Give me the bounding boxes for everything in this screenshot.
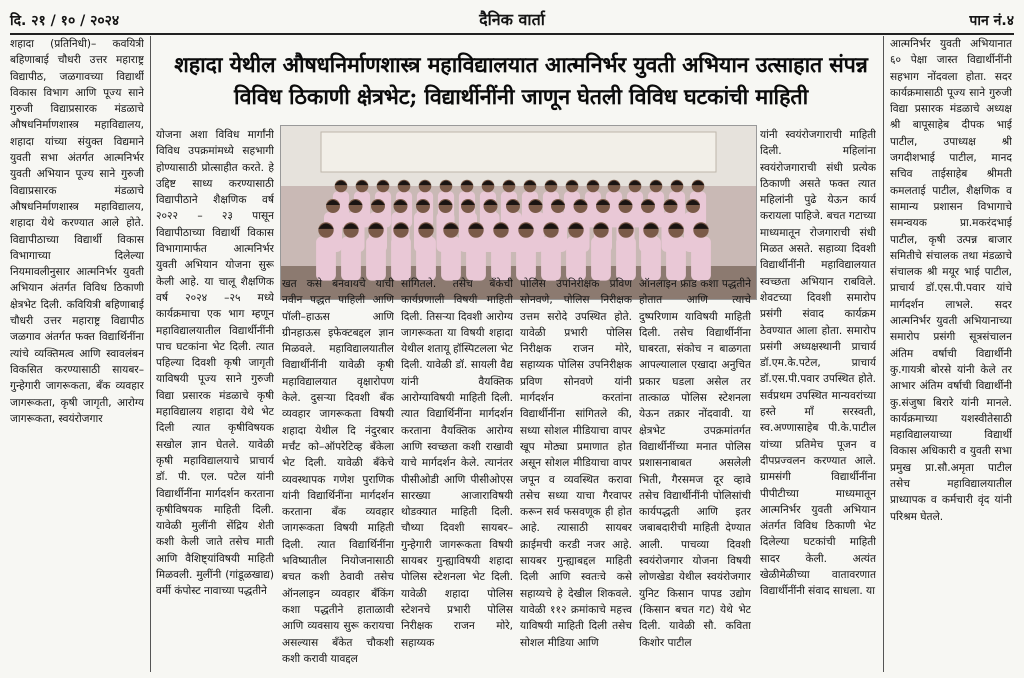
article-column-6	[639, 276, 751, 672]
newspaper-name: दैनिक वार्ता	[479, 10, 545, 29]
person-front-1-body	[341, 237, 361, 281]
person-front-10-body	[566, 237, 586, 281]
column-5-text: पोलिस उपनिरीक्षक प्रविण सोनवणे, पोलिस निरीक्षक उत्तम सरोदे उपस्थित होते. यावेळी प्रभारी पोलिस निरीक्षक राजन मोरे, सहाय्यक पोलिस उपनिरीक्षक प्रविण सोनवणे यांनी मार्गदर्शन करतांना विद्यार्थीनींना सांगितले की, सध्या सोशल मीडियाचा वापर खूप मोठ्या प्रमाणात होत असून सोशल मीडियाचा वापर जपून व व्यवस्थित करावा तसेच सध्या याचा गैरवापर करून सर्व फसवणूक ही होत आहे. त्यासाठी सायबर क्राईमची करडी नजर आहे. सायबर गुन्ह्याबद्दल माहिती दिली आणि स्वतःचे कसे सहाय्यचे हे देखील शिकवले. यावेळी ११२ क्रमांकाचे महत्त्व याविषयी माहिती दिली तसेच सोशल मीडिया आणि	[520, 278, 632, 649]
article-column-4	[401, 276, 513, 672]
article-column-1	[10, 36, 144, 672]
column-4-text: सांगितले. तसेच बँकेची कार्यप्रणाली विषयी माहिती दिली. तिसऱ्या दिवशी आरोग्य जागरूकता या विषयी शहादा येथील शतायू हॉस्पिटलला भेट दिली. यावेळी डॉ. सायली वैद्य यांनी वैयक्तिक आरोग्याविषयी माहिती दिली. त्यात विद्यार्थिनींना मार्गदर्शन करताना वैयक्तिक आरोग्य आणि स्वच्छता कशी राखावी याचे मार्गदर्शन केले. त्यानंतर पीसीओडी आणि पीसीओएस सारख्या आजाराविषयी थोडक्यात माहिती दिली. चौथ्या दिवशी सायबर–गुन्हेगारी जागरूकता विषयी सायबर गुन्ह्याविषयी शहादा पोलिस स्टेशनला भेट दिली. यावेळी शहादा पोलिस स्टेशनचे प्रभारी पोलिस निरीक्षक राजन मोरे, सहाय्यक	[401, 278, 513, 649]
issue-date: दि. २१ / १० / २०२४	[10, 13, 120, 29]
headline-line-1: शहादा येथील औषधनिर्माणशास्त्र महाविद्यालयात आत्मनिर्भर युवती अभियान उत्साहात संपन्न	[174, 53, 868, 78]
person-front-11-body	[591, 237, 611, 281]
column-divider	[150, 36, 151, 672]
person-front-9-body	[541, 237, 561, 281]
column-7-text: यांनी स्वयंरोजगाराची माहिती दिली. महिलांना स्वयंरोजगाराची संधी प्रत्येक ठिकाणी असते फक्त त्यात महिलांनी पुढे येऊन कार्य करायला पाहिजे. बचत गटाच्या माध्यमातून रोजगाराची संधी मिळत असते. सहाव्या दिवशी विद्यार्थीनींनी महाविद्यालयात स्वच्छता अभियान राबविले. शेवटच्या दिवशी समारोप प्रसंगी संवाद कार्यक्रम ठेवण्यात आला होता. समारोप प्रसंगी अध्यक्षस्थानी प्राचार्य डॉ.एम.के.पटेल, प्राचार्य डॉ.एस.पी.पवार उपस्थित होते. सर्वप्रथम उपस्थित मान्यवरांच्या हस्ते माँ सरस्वती, स्व.अण्णासाहेब पी.के.पाटील यांच्या प्रतिमेच पूजन व दीपप्रज्वलन करण्यात आले. ग्रामसंगी विद्यार्थीनींना पीपीटीच्या माध्यमातून आत्मनिर्भर युवती अभियान अंतर्गत विविध ठिकाणी भेट दिलेल्या घटकांची माहिती सादर केली. अत्यंत खेळीमेळीच्या वातावरणात विद्यार्थीनींनी संवाद साधला. या	[760, 129, 876, 598]
group-photo	[280, 125, 757, 300]
person-front-4-body	[416, 237, 436, 281]
article-headline	[157, 50, 885, 114]
article-column-7	[760, 127, 876, 672]
person-front-12-body	[616, 237, 636, 281]
person-front-8-body	[516, 237, 536, 281]
article-column-8	[890, 36, 1012, 672]
page-number: पान नं.४	[969, 13, 1014, 29]
person-front-14-body	[666, 237, 686, 281]
person-front-3-body	[391, 237, 411, 281]
person-front-7-body	[491, 237, 511, 281]
column-3-text: खत कसे बनवायचे याची नवीन पद्धत पाहिली आणि पॉली–हाऊस आणि ग्रीनहाऊस इफेक्टबद्दल ज्ञान मिळवले. महाविद्यालयातील विद्यार्थीनींनी यावेळी कृषी महाविद्यालयात वृक्षारोपण केले. दुसऱ्या दिवशी बँक व्यवहार जागरूकता विषयी शहादा येथील दि नंदुरबार मर्चंट को–ऑपरेटिव्ह बँकेला भेट दिली. यावेळी बँकेचे व्यवस्थापक गणेश पुराणिक यांनी विद्यार्थिनींना मार्गदर्शन करताना बँक व्यवहार जागरूकता विषयी माहिती दिली. त्यात विद्यार्थिनींना भविष्यातील नियोजनासाठी बचत कशी ठेवावी तसेच ऑनलाइन व्यवहार बँकिंग कशा पद्धतीने हाताळावी आणि व्यवसाय सुरू करायचा असल्यास बँकेत चौकशी कशी करावी यावद्दल	[282, 278, 394, 665]
person-front-6-body	[466, 237, 486, 281]
article-column-3	[282, 276, 394, 672]
group-photo-image	[281, 126, 756, 299]
article-column-5	[520, 276, 632, 672]
column-8-text: आत्मनिर्भर युवती अभियानात ६० पेक्षा जास्त विद्यार्थीनींनी सहभाग नोंदवला होता. सदर कार्यक्रमासाठी पूज्य साने गुरुजी विद्या प्रसारक मंडळाचे अध्यक्ष श्री बापूसाहेब दीपक भाई पाटील, उपाध्यक्ष श्री जगदीशभाई पाटील, मानद सचिव ताईसाहेब श्रीमती कमलताई पाटील, शैक्षणिक व सामान्य प्रशासन विभागाचे समन्वयक प्रा.मकरंदभाई पाटील, कृषी उत्पन्न बाजार समितीचे संचालक तथा मंडळाचे संचालक श्री मयूर भाई पाटील, प्राचार्य डॉ.एस.पी.पवार यांचे मार्गदर्शन लाभले. सदर आत्मनिर्भर युवती अभियानाच्या समारोप प्रसंगी सूत्रसंचालन अंतिम वर्षाची विद्यार्थीनी कु.गायत्री बोरसे यांनी केले तर आभार अंतिम वर्षाची विद्यार्थीनी कु.संजुषा बिरारे यांनी मानले. कार्यक्रमाच्या यशस्वीतेसाठी महाविद्यालयाच्या विद्यार्थी विकास अधिकारी व युवती सभा प्रमुख प्रा.सौ.अमृता पाटील तसेच महाविद्यालयातील प्राध्यापक व कर्मचारी वृंद यांनी परिश्रम घेतले.	[890, 38, 1012, 523]
headline-line-2: विविध ठिकाणी क्षेत्रभेट; विद्यार्थीनींनी जाणून घेतली विविध घटकांची माहिती	[234, 85, 808, 110]
column-1-text: शहादा (प्रतिनिधी)– कवयित्री बहिणाबाई चौधरी उत्तर महाराष्ट्र विद्यापीठ, जळगावच्या विद्यार्थी विकास विभाग आणि पूज्य साने गुरुजी विद्याप्रसारक मंडळाचे औषधनिर्माणशास्त्र महाविद्यालय, शहादा यांच्या संयुक्त विद्यमाने युवती सभा अंतर्गत आत्मनिर्भर युवती अभियान पूज्य साने गुरुजी विद्याप्रसारक मंडळाचे औषधनिर्माणशास्त्र महाविद्यालय, शहादा येथे करण्यात आले होते. विद्यापीठाच्या विद्यार्थी विकास विभागाच्या दिलेल्या नियमावलीनुसार आत्मनिर्भर युवती अभियान अंतर्गत विविध ठिकाणी क्षेत्रभेट दिली. कवियित्री बहिणाबाई चौधरी उत्तर महाराष्ट्र विद्यापीठ जळगाव अंतर्गत फक्त विद्यार्थिनींना त्यांचे व्यक्तिमत्व आणि स्वावलंबन विकसित करण्यासाठी सायबर–गुन्हेगारी जागरूकता, बँक व्यवहार जागरूकता, कृषी जागृती, आरोग्य जागरूकता, स्वयंरोजगार	[10, 38, 144, 425]
column-divider	[883, 36, 884, 672]
page-header	[10, 8, 1014, 35]
column-2-text: योजना अशा विविध मार्गांनी विविध उपक्रमांमध्ये सहभागी होण्यासाठी प्रोत्साहीत करते. हे उद्दिष्ट साध्य करण्यासाठी विद्यापीठाने शैक्षणिक वर्ष २०२२ – २३ पासून विद्यापीठाच्या विद्यार्थी विकास विभागामार्फत आत्मनिर्भर युवती अभियान योजना सुरू केली आहे. या चालू शैक्षणिक वर्ष २०२४ –२५ मध्ये कार्यक्रमाचा एक भाग म्हणून महाविद्यालयातील विद्यार्थीनींनी पाच घटकांना भेट दिली. त्यात पहिल्या दिवशी कृषी जागृती याविषयी पूज्य साने गुरुजी विद्या प्रसारक मंडळाचे कृषी महाविद्यालय शहादा येथे भेट दिली त्यात कृषीविषयक सखोल ज्ञान घेतले. यावेळी कृषी महाविद्यालयाचे प्राचार्य डॉ. पी. एल. पटेल यांनी विद्यार्थीनींना मार्गदर्शन करताना कृषीविषयक माहिती दिली. यावेळी मुलींनी सेंद्रिय शेती कशी केली जाते तसेच माती आणि वैशिष्ट्यांविषयी माहिती मिळवली. मुलींनी (गांडूळखाद्य) वर्मी कंपोस्ट नावाच्या पद्धतीने	[156, 129, 274, 598]
person-front-15-body	[691, 237, 711, 281]
column-6-text: ऑनलाइन फ्राड कशा पद्धतीने होतात आणि त्याचे दुष्परिणाम याविषयी माहिती दिली. तसेच विद्यार्थीनींना घाबरता, संकोच न बाळगता आपल्यालाल एखादा अनुचित प्रकार घडला असेल तर तात्काळ पोलिस स्टेशनला येऊन तक्रार नोंदवावी. या क्षेत्रभेट उपक्रमांतर्गत विद्यार्थीनींच्या मनात पोलिस प्रशासनाबाबत असलेली भिती, गैरसमज दूर व्हावे तसेच विद्यार्थीनींनी पोलिसांची कार्यपद्धती आणि इतर जबाबदारीची माहिती देण्यात आली. पाचव्या दिवशी स्वयंरोजगार योजना विषयी लोणखेडा येथील स्वयंरोजगार युनिट किसान पापड उद्योग (किसान बचत गट) येथे भेट दिली. यावेळी सौ. कविता किशोर पाटील	[639, 278, 751, 649]
person-front-2-body	[366, 237, 386, 281]
article-column-2	[156, 127, 274, 672]
person-front-5-body	[441, 237, 461, 281]
person-front-0-body	[316, 237, 336, 281]
person-front-13-body	[641, 237, 661, 281]
photo-banner	[321, 132, 716, 172]
article-body	[10, 36, 1014, 672]
